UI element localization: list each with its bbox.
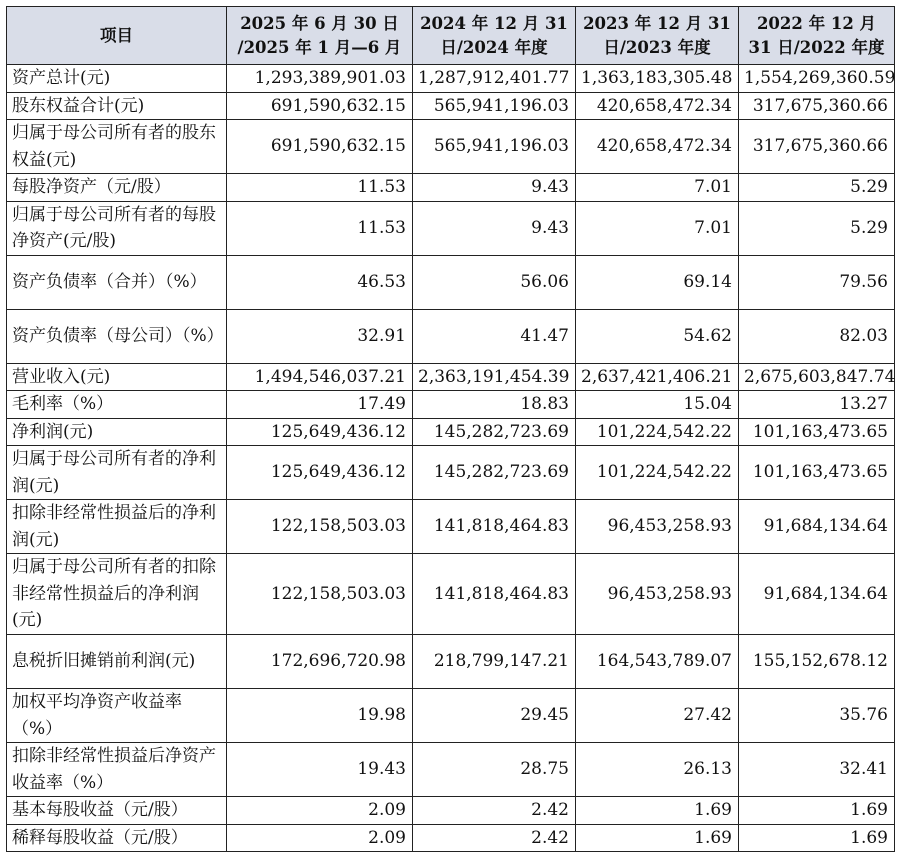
table-row: [7, 201, 895, 255]
table-row: [7, 255, 895, 309]
cell-value: 2,675,603,847.74: [739, 363, 895, 391]
row-label: 基本每股收益（元/股）: [7, 797, 227, 825]
cell-value: 56.06: [413, 255, 576, 309]
header-2022: 2022 年 12 月 31 日/2022 年度: [739, 7, 895, 65]
cell-value: 11.53: [227, 201, 413, 255]
cell-value: 91,684,134.64: [739, 554, 895, 635]
cell-value: 2,363,191,454.39: [413, 363, 576, 391]
cell-value: 691,590,632.15: [227, 120, 413, 174]
cell-value: 1.69: [576, 797, 739, 825]
cell-value: 96,453,258.93: [576, 554, 739, 635]
cell-value: 125,649,436.12: [227, 418, 413, 446]
table-row: [7, 500, 895, 554]
header-2023: 2023 年 12 月 31 日/2023 年度: [576, 7, 739, 65]
cell-value: 29.45: [413, 689, 576, 743]
table-row: [7, 689, 895, 743]
cell-value: 2.09: [227, 797, 413, 825]
cell-value: 35.76: [739, 689, 895, 743]
cell-value: 1,494,546,037.21: [227, 363, 413, 391]
row-label: 加权平均净资产收益率（%）: [7, 689, 227, 743]
row-label: 息税折旧摊销前利润(元): [7, 635, 227, 689]
row-label: 净利润(元): [7, 418, 227, 446]
row-label: 每股净资产（元/股）: [7, 174, 227, 202]
row-label: 资产总计(元): [7, 65, 227, 93]
table-header: [7, 7, 895, 65]
cell-value: 11.53: [227, 174, 413, 202]
cell-value: 15.04: [576, 391, 739, 419]
cell-value: 9.43: [413, 201, 576, 255]
header-item: 项目: [7, 7, 227, 65]
table-row: [7, 391, 895, 419]
cell-value: 27.42: [576, 689, 739, 743]
cell-value: 125,649,436.12: [227, 446, 413, 500]
cell-value: 141,818,464.83: [413, 554, 576, 635]
cell-value: 101,163,473.65: [739, 418, 895, 446]
cell-value: 145,282,723.69: [413, 418, 576, 446]
cell-value: 101,224,542.22: [576, 446, 739, 500]
header-2025h1: 2025 年 6 月 30 日 /2025 年 1 月—6 月: [227, 7, 413, 65]
cell-value: 46.53: [227, 255, 413, 309]
cell-value: 691,590,632.15: [227, 92, 413, 120]
cell-value: 145,282,723.69: [413, 446, 576, 500]
cell-value: 69.14: [576, 255, 739, 309]
row-label: 扣除非经常性损益后的净利润(元): [7, 500, 227, 554]
cell-value: 32.91: [227, 309, 413, 363]
table-row: [7, 635, 895, 689]
cell-value: 26.13: [576, 743, 739, 797]
row-label: 股东权益合计(元): [7, 92, 227, 120]
cell-value: 101,163,473.65: [739, 446, 895, 500]
cell-value: 28.75: [413, 743, 576, 797]
cell-value: 82.03: [739, 309, 895, 363]
table-row: [7, 743, 895, 797]
cell-value: 155,152,678.12: [739, 635, 895, 689]
cell-value: 1,293,389,901.03: [227, 65, 413, 93]
cell-value: 13.27: [739, 391, 895, 419]
cell-value: 5.29: [739, 174, 895, 202]
cell-value: 41.47: [413, 309, 576, 363]
table-row: [7, 446, 895, 500]
cell-value: 18.83: [413, 391, 576, 419]
cell-value: 32.41: [739, 743, 895, 797]
row-label: 归属于母公司所有者的扣除非经常性损益后的净利润(元): [7, 554, 227, 635]
cell-value: 2.42: [413, 824, 576, 852]
cell-value: 122,158,503.03: [227, 554, 413, 635]
cell-value: 317,675,360.66: [739, 120, 895, 174]
cell-value: 1,554,269,360.59: [739, 65, 895, 93]
cell-value: 1.69: [739, 824, 895, 852]
table-row: [7, 418, 895, 446]
cell-value: 420,658,472.34: [576, 92, 739, 120]
cell-value: 96,453,258.93: [576, 500, 739, 554]
table-row: [7, 824, 895, 852]
cell-value: 7.01: [576, 174, 739, 202]
table-row: [7, 363, 895, 391]
cell-value: 9.43: [413, 174, 576, 202]
table-row: [7, 554, 895, 635]
cell-value: 5.29: [739, 201, 895, 255]
financial-indicators-table: [6, 6, 895, 852]
cell-value: 19.98: [227, 689, 413, 743]
cell-value: 1.69: [739, 797, 895, 825]
row-label: 归属于母公司所有者的净利润(元): [7, 446, 227, 500]
cell-value: 54.62: [576, 309, 739, 363]
table-row: [7, 92, 895, 120]
cell-value: 420,658,472.34: [576, 120, 739, 174]
cell-value: 1,287,912,401.77: [413, 65, 576, 93]
cell-value: 317,675,360.66: [739, 92, 895, 120]
cell-value: 91,684,134.64: [739, 500, 895, 554]
cell-value: 19.43: [227, 743, 413, 797]
cell-value: 7.01: [576, 201, 739, 255]
table-row: [7, 120, 895, 174]
cell-value: 17.49: [227, 391, 413, 419]
cell-value: 101,224,542.22: [576, 418, 739, 446]
row-label: 资产负债率（合并）（%）: [7, 255, 227, 309]
cell-value: 2,637,421,406.21: [576, 363, 739, 391]
row-label: 归属于母公司所有者的每股净资产(元/股): [7, 201, 227, 255]
table-row: [7, 65, 895, 93]
cell-value: 218,799,147.21: [413, 635, 576, 689]
cell-value: 122,158,503.03: [227, 500, 413, 554]
cell-value: 565,941,196.03: [413, 92, 576, 120]
table-row: [7, 797, 895, 825]
table-row: [7, 309, 895, 363]
cell-value: 141,818,464.83: [413, 500, 576, 554]
row-label: 营业收入(元): [7, 363, 227, 391]
cell-value: 2.09: [227, 824, 413, 852]
cell-value: 1.69: [576, 824, 739, 852]
table-body: [7, 65, 895, 852]
table-row: [7, 174, 895, 202]
cell-value: 164,543,789.07: [576, 635, 739, 689]
cell-value: 2.42: [413, 797, 576, 825]
cell-value: 565,941,196.03: [413, 120, 576, 174]
header-2024: 2024 年 12 月 31 日/2024 年度: [413, 7, 576, 65]
cell-value: 79.56: [739, 255, 895, 309]
row-label: 扣除非经常性损益后净资产收益率（%）: [7, 743, 227, 797]
cell-value: 1,363,183,305.48: [576, 65, 739, 93]
row-label: 归属于母公司所有者的股东权益(元): [7, 120, 227, 174]
header-row: [7, 7, 895, 65]
row-label: 毛利率（%）: [7, 391, 227, 419]
row-label: 稀释每股收益（元/股）: [7, 824, 227, 852]
cell-value: 172,696,720.98: [227, 635, 413, 689]
row-label: 资产负债率（母公司）（%）: [7, 309, 227, 363]
